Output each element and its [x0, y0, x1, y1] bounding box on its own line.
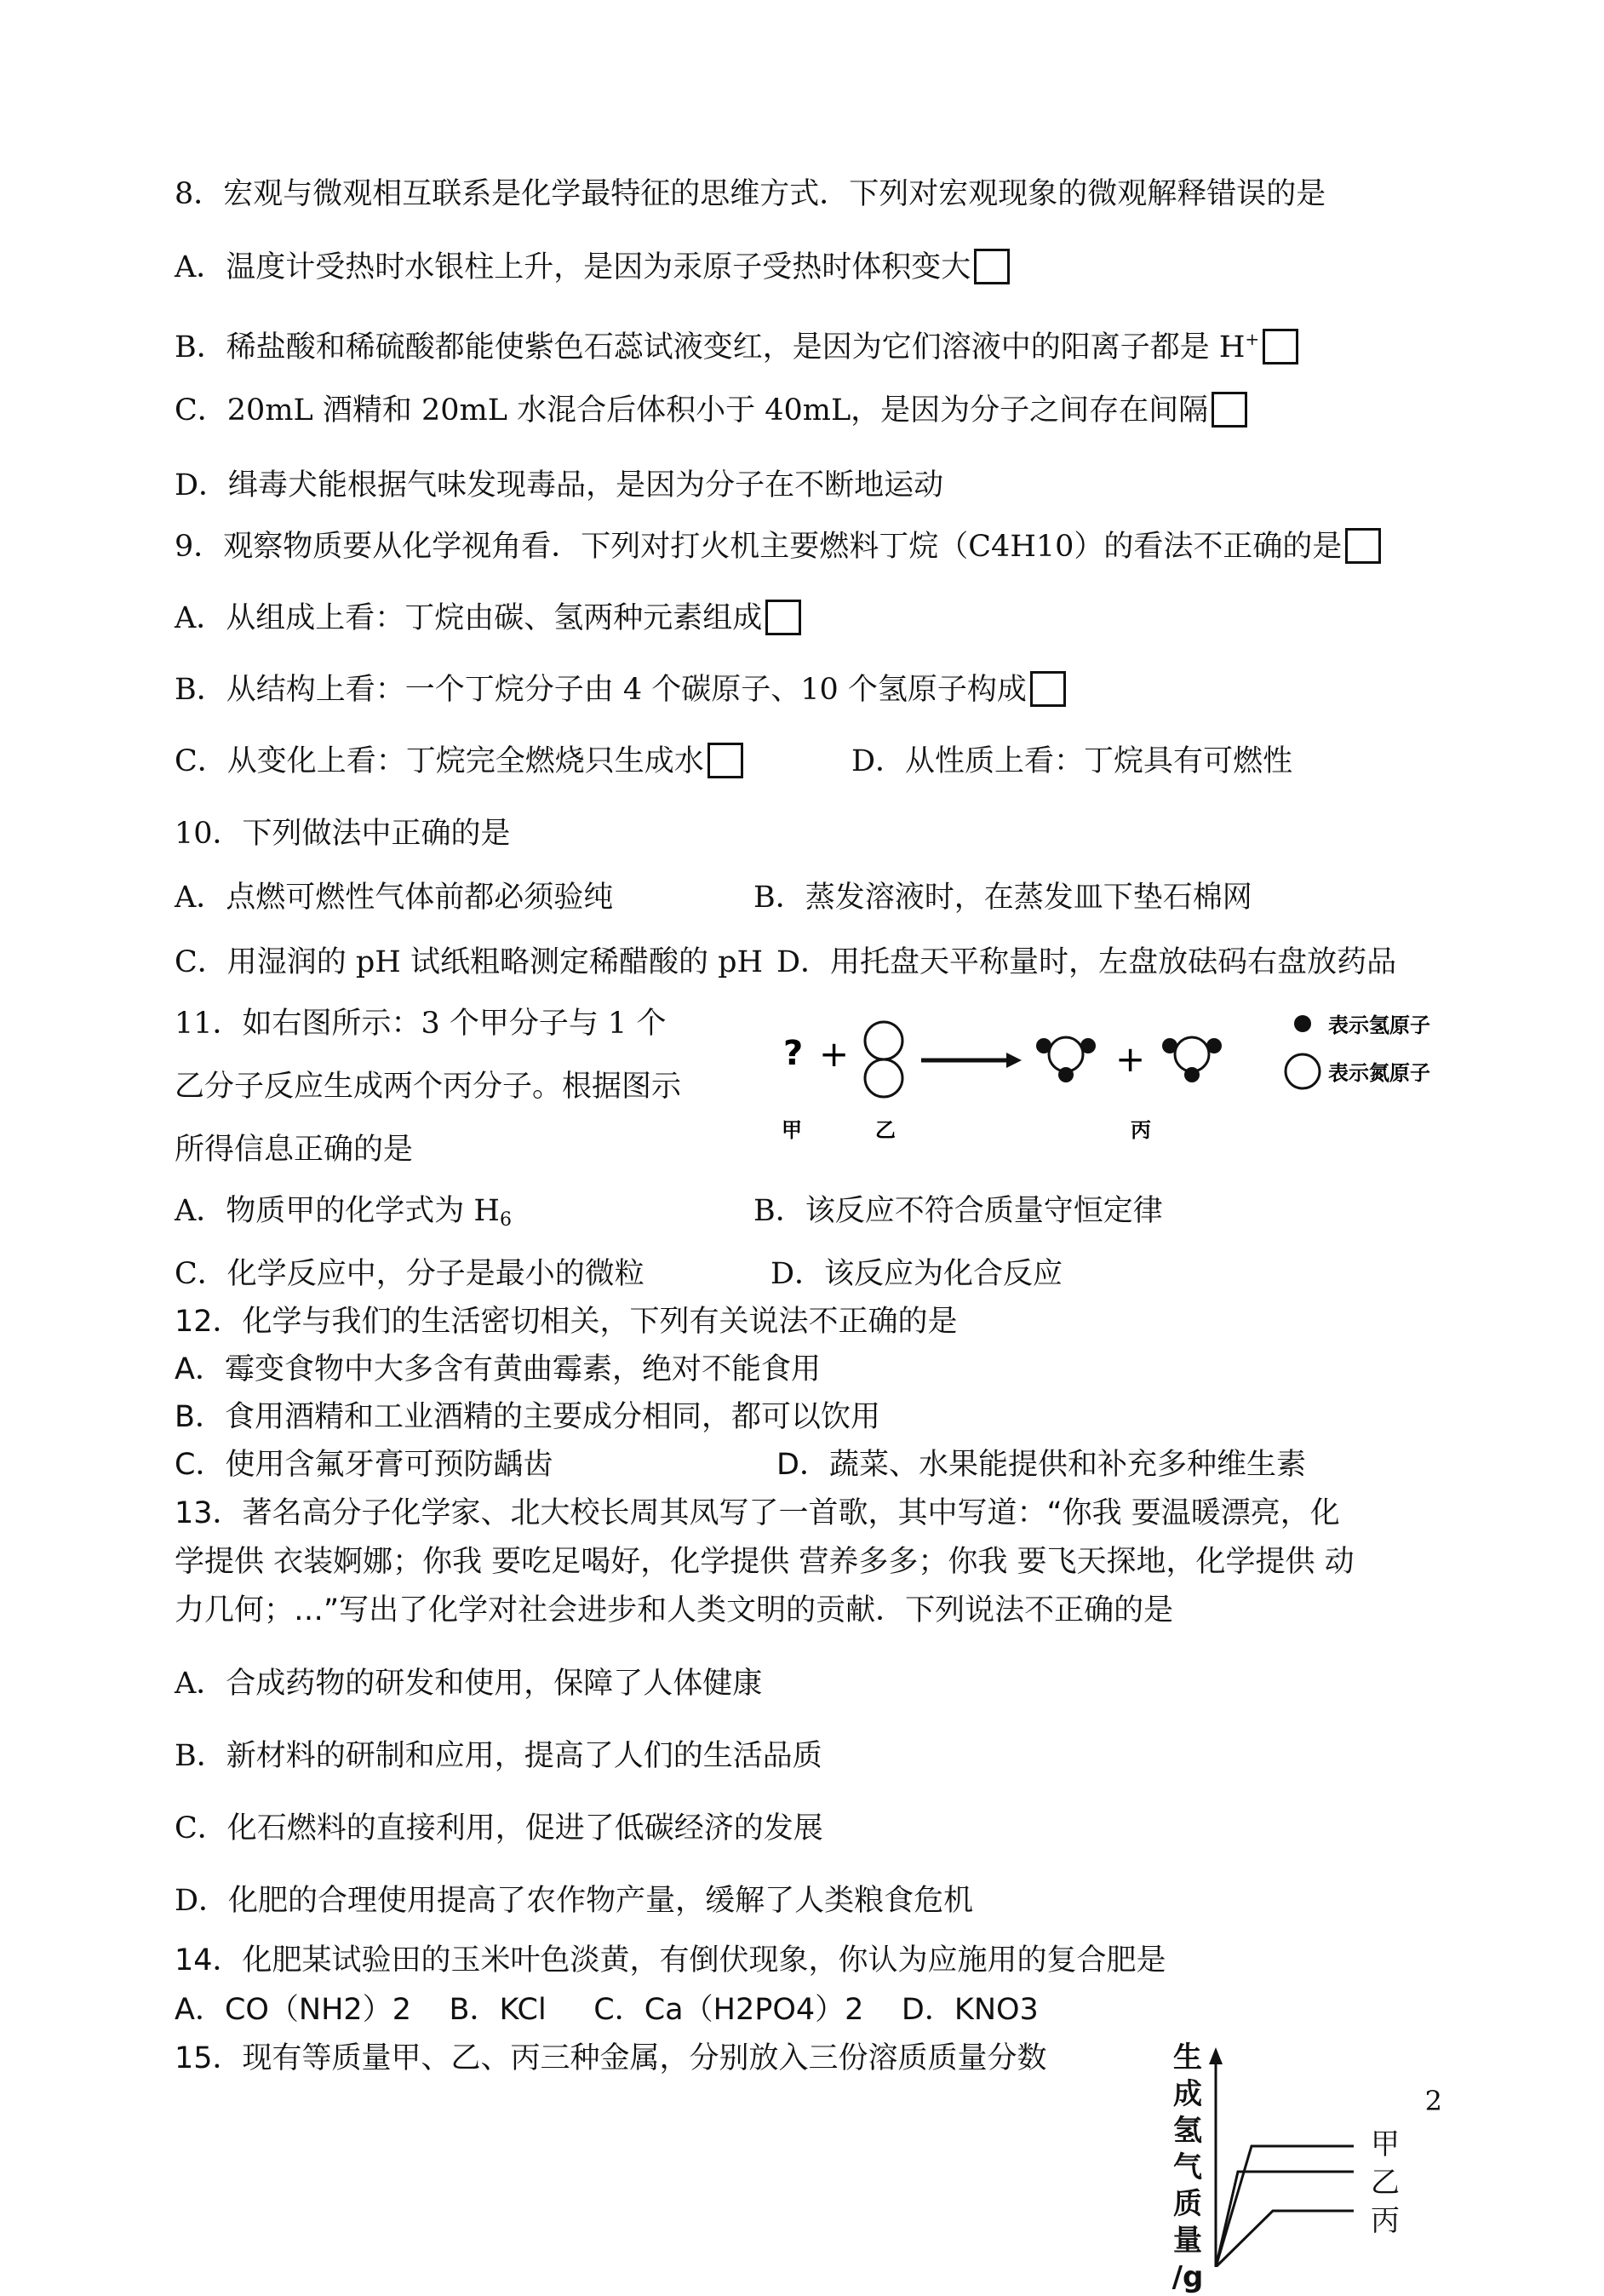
ammonia-molecule [1162, 1037, 1222, 1082]
ammonia-molecule [1036, 1037, 1096, 1082]
q9-option-c [175, 743, 743, 781]
q8-option-a [175, 249, 1010, 287]
q12-option-d: D．蔬菜、水果能提供和补充多种维生素 [776, 1448, 1306, 1482]
ylabel-char: 氢 [1173, 2114, 1202, 2148]
q11-option-d: D．该反应为化合反应 [770, 1257, 1063, 1291]
q9-option-a [175, 600, 801, 638]
q10-stem: 10．下列做法中正确的是 [175, 817, 511, 851]
answer-box[interactable] [1212, 392, 1247, 428]
question-mark: ? [783, 1034, 804, 1073]
q9-option-c-text: C．从变化上看：丁烷完全燃烧只生成水 [175, 744, 704, 778]
label-yi: 乙 [875, 1118, 896, 1142]
series-jia-line [1216, 2146, 1354, 2267]
series-label-jia: 甲 [1371, 2127, 1400, 2161]
q10-option-c: C．用湿润的 pH 试纸粗略测定稀醋酸的 pH [175, 945, 764, 979]
q11-stem-line1: 11．如右图所示：3 个甲分子与 1 个 [175, 1007, 667, 1041]
answer-box[interactable] [765, 600, 801, 635]
arrow-head [1006, 1053, 1022, 1068]
series-yi-line [1216, 2172, 1354, 2267]
q13-option-a: A．合成药物的研发和使用，保障了人体健康 [175, 1667, 763, 1701]
q12-option-c: C．使用含氟牙膏可预防龋齿 [175, 1448, 553, 1482]
ylabel-char: 成 [1173, 2077, 1202, 2111]
q11-option-a-text: A．物质甲的化学式为 H [175, 1194, 500, 1228]
series-label-bing: 丙 [1371, 2204, 1400, 2238]
ylabel-char: /g [1171, 2260, 1204, 2294]
plus-sign: + [819, 1033, 850, 1075]
q12-option-b: B．食用酒精和工业酒精的主要成分相同，都可以饮用 [175, 1400, 881, 1434]
q11-stem-line2: 乙分子反应生成两个丙分子。根据图示 [175, 1070, 682, 1104]
ylabel-char: 气 [1173, 2150, 1202, 2184]
q8-option-b [175, 320, 1298, 367]
q12-option-a: A．霉变食物中大多含有黄曲霉素，绝对不能食用 [175, 1352, 821, 1386]
q11-option-b: B．该反应不符合质量守恒定律 [753, 1194, 1163, 1228]
q11-option-c: C．化学反应中，分子是最小的微粒 [175, 1257, 644, 1291]
ylabel-char: 量 [1173, 2224, 1202, 2258]
answer-box[interactable] [707, 743, 743, 778]
series-label-yi: 乙 [1371, 2166, 1400, 2200]
q8-option-a-text: A．温度计受热时水银柱上升，是因为汞原子受热时体积变大 [175, 250, 971, 284]
q11-option-a [175, 1192, 512, 1239]
q13-stem-line1: 13．著名高分子化学家、北大校长周其凤写了一首歌，其中写道：“你我 要温暖漂亮，化 [175, 1496, 1340, 1530]
legend-hydrogen: 表示氢原子 [1328, 1013, 1430, 1037]
q11-stem-line3: 所得信息正确的是 [175, 1133, 414, 1167]
q14-options: A．CO（NH2）2 B．KCl C．Ca（H2PO4）2 D．KNO3 [175, 1993, 1039, 2027]
q9-option-b [175, 671, 1066, 709]
hydrogen-legend-icon [1294, 1015, 1311, 1032]
q9-stem-text: 9．观察物质要从化学视角看．下列对打火机主要燃料丁烷（C4H10）的看法不正确的是 [175, 530, 1343, 564]
graph-y-axis-label [1171, 2040, 1205, 2296]
answer-box[interactable] [1345, 528, 1381, 564]
answer-box[interactable] [1263, 329, 1298, 364]
q10-option-b: B．蒸发溶液时，在蒸发皿下垫石棉网 [753, 881, 1252, 915]
q14-stem: 14．化肥某试验田的玉米叶色淡黄，有倒伏现象，你认为应施用的复合肥是 [175, 1943, 1166, 1977]
plus-sign: + [1115, 1038, 1146, 1080]
ylabel-char: 质 [1173, 2187, 1202, 2221]
reaction-diagram [766, 996, 1464, 1150]
q10-option-a: A．点燃可燃性气体前都必须验纯 [175, 881, 614, 915]
nitrogen-atom [865, 1059, 902, 1097]
label-bing: 丙 [1131, 1118, 1151, 1142]
label-jia: 甲 [782, 1118, 802, 1142]
legend-nitrogen: 表示氮原子 [1328, 1061, 1430, 1085]
q13-option-b: B．新材料的研制和应用，提高了人们的生活品质 [175, 1739, 822, 1773]
answer-box[interactable] [1030, 671, 1066, 707]
page-number: 2 [1424, 2085, 1442, 2117]
subscript-six: 6 [499, 1209, 512, 1231]
q9-stem [175, 528, 1381, 566]
q9-option-d: D．从性质上看：丁烷具有可燃性 [851, 744, 1293, 778]
q12-stem: 12．化学与我们的生活密切相关，下列有关说法不正确的是 [175, 1305, 958, 1339]
q8-stem: 8．宏观与微观相互联系是化学最特征的思维方式．下列对宏观现象的微观解释错误的是 [175, 177, 1326, 211]
q8-option-d: D．缉毒犬能根据气味发现毒品，是因为分子在不断地运动 [175, 468, 944, 502]
q9-option-b-text: B．从结构上看：一个丁烷分子由 4 个碳原子、10 个氢原子构成 [175, 673, 1027, 707]
series-bing-line [1216, 2211, 1354, 2267]
hydrogen-mass-graph [1200, 2044, 1396, 2267]
q13-stem-line3: 力几何；…”写出了化学对社会进步和人类文明的贡献．下列说法不正确的是 [175, 1593, 1174, 1627]
q9-option-a-text: A．从组成上看：丁烷由碳、氢两种元素组成 [175, 601, 763, 635]
q10-option-d: D．用托盘天平称量时，左盘放砝码右盘放药品 [776, 945, 1397, 979]
q13-option-d: D．化肥的合理使用提高了农作物产量，缓解了人类粮食危机 [175, 1884, 974, 1918]
q13-stem-line2: 学提供 衣装婀娜；你我 要吃足喝好，化学提供 营养多多；你我 要飞天探地，化学提供 动 [175, 1545, 1355, 1579]
nitrogen-atom [865, 1022, 902, 1059]
q8-option-b-text: B．稀盐酸和稀硫酸都能使紫色石蕊试液变红，是因为它们溶液中的阳离子都是 H [175, 330, 1246, 364]
q8-option-c [175, 392, 1247, 430]
ylabel-char: 生 [1173, 2041, 1202, 2075]
q13-option-c: C．化石燃料的直接利用，促进了低碳经济的发展 [175, 1811, 823, 1845]
y-axis-arrow [1209, 2047, 1223, 2064]
superscript-plus: + [1245, 329, 1260, 349]
q8-option-c-text: C．20mL 酒精和 20mL 水混合后体积小于 40mL，是因为分子之间存在间隔 [175, 393, 1209, 428]
answer-box[interactable] [974, 249, 1010, 284]
q15-stem: 15．现有等质量甲、乙、丙三种金属，分别放入三份溶质质量分数 [175, 2041, 1047, 2075]
nitrogen-legend-icon [1286, 1054, 1320, 1088]
